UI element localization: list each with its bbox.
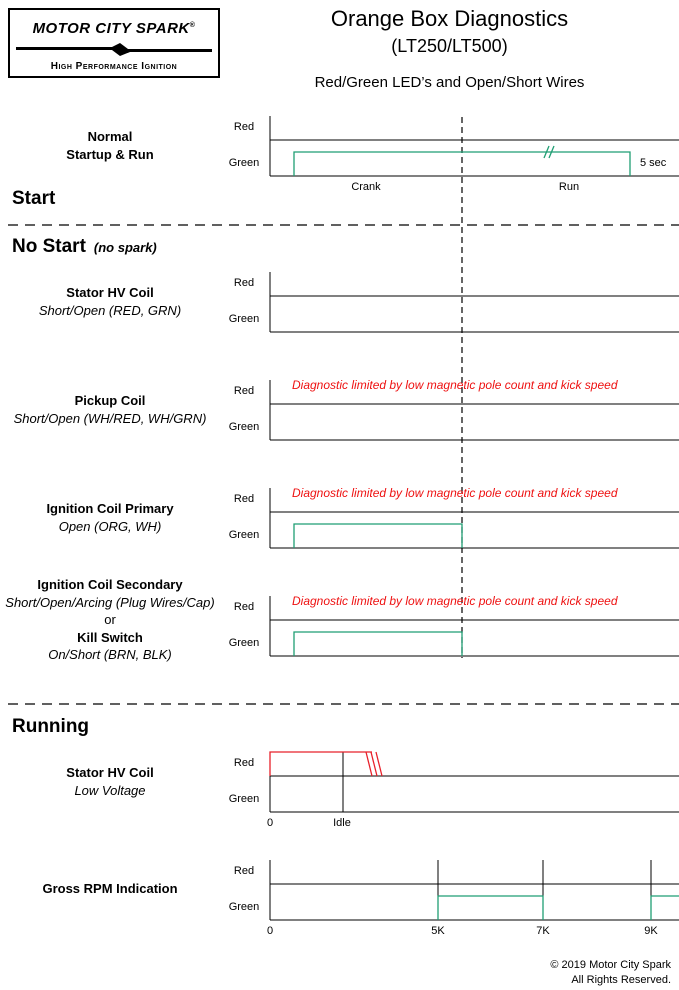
led-green-label: Green — [228, 313, 260, 325]
led-green-label: Green — [228, 637, 260, 649]
led-green-label: Green — [228, 421, 260, 433]
diagnostic-note: Diagnostic limited by low magnetic pole count and kick speed — [292, 594, 618, 608]
led-red-label: Red — [233, 385, 255, 397]
led-red-label: Red — [233, 601, 255, 613]
tick-label: 5K — [431, 925, 445, 937]
coil-primary-label: Ignition Coil Primary Open (ORG, WH) — [46, 501, 174, 534]
tick-label: 0 — [266, 817, 274, 829]
copyright: © 2019 Motor City Spark All Rights Reserved. — [550, 959, 671, 986]
section-running: Running — [12, 716, 90, 737]
led-red-label: Red — [233, 277, 255, 289]
rpm-green-trace-2 — [651, 896, 679, 920]
rpm-green-trace-1 — [438, 896, 543, 920]
logo-name: MOTOR CITY SPARK® — [32, 20, 196, 37]
section-start: Start — [12, 188, 56, 209]
tick-label: Idle — [333, 817, 351, 829]
crank-label: Crank — [351, 181, 381, 193]
normal-label: Normal Startup & Run — [66, 129, 154, 162]
page-subtitle: Red/Green LED’s and Open/Short Wires — [314, 74, 585, 91]
led-green-label: Green — [228, 529, 260, 541]
led-red-label: Red — [233, 865, 255, 877]
run-label: Run — [558, 181, 580, 193]
duration-label: 5 sec — [640, 157, 667, 169]
led-green-label: Green — [228, 157, 260, 169]
normal-plot — [270, 116, 679, 176]
coil-primary-green-trace — [294, 524, 462, 548]
diagnostic-note: Diagnostic limited by low magnetic pole count and kick speed — [292, 486, 618, 500]
led-red-label: Red — [233, 493, 255, 505]
page-model: (LT250/LT500) — [391, 36, 508, 56]
section-no-start: No Start (no spark) — [12, 236, 157, 257]
rpm-label: Gross RPM Indication — [42, 881, 178, 896]
led-red-label: Red — [233, 757, 255, 769]
led-red-label: Red — [233, 121, 255, 133]
running-stator-label: Stator HV Coil Low Voltage — [66, 765, 154, 798]
tick-label: 9K — [644, 925, 658, 937]
tick-label: 7K — [536, 925, 550, 937]
diagnostic-note: Diagnostic limited by low magnetic pole count and kick speed — [292, 378, 618, 392]
pickup-coil-label: Pickup Coil Short/Open (WH/RED, WH/GRN) — [13, 393, 207, 426]
tick-label: 0 — [266, 925, 274, 937]
running-red-trace — [270, 752, 372, 776]
led-green-label: Green — [228, 793, 260, 805]
coil-secondary-green-trace — [294, 632, 462, 656]
stator-hv-label: Stator HV Coil Short/Open (RED, GRN) — [38, 285, 182, 318]
stator-hv-plot — [270, 272, 679, 332]
coil-secondary-label: Ignition Coil Secondary Short/Open/Arcing (Plug Wires/Cap) or Kill Switch On/Short (BRN, BLK) — [5, 577, 215, 662]
rpm-plot — [270, 860, 679, 920]
logo-tagline: High Performance Ignition — [50, 61, 178, 72]
no-start-note: (no spark) — [93, 240, 157, 255]
running-stator-plot — [270, 752, 679, 812]
led-green-label: Green — [228, 901, 260, 913]
page-title: Orange Box Diagnostics — [330, 6, 569, 31]
